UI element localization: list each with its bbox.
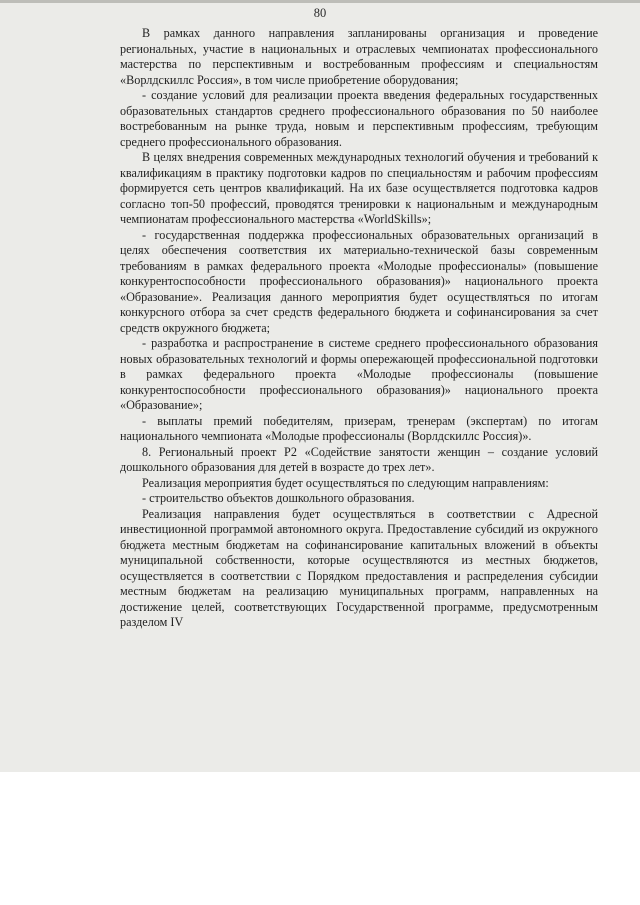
paragraph: В рамках данного направления запланированы организация и проведение региональных, участие в национальных и отраслевых чемпионатах профессионального мастерства по перспективным и востребованным профессиям и специальностям «Ворлдскиллс Россия», в том числе приобретение оборудования;	[120, 26, 598, 87]
paragraph: - государственная поддержка профессиональных образовательных организаций в целях обеспечения соответствия их материально-технической базы современным требованиям в рамках федерального проекта «Молодые профессионалы» (повышение конкурентоспособности профессионального образования)» национального проекта «Образование». Реализация данного мероприятия будет осуществляться по итогам конкурсного отбора за счет средств федерального бюджета и софинансирования за счет средств окружного бюджета;	[120, 227, 598, 335]
page-number: 80	[313, 6, 327, 20]
page-top-edge	[0, 0, 640, 3]
paragraph: - разработка и распространение в системе среднего профессионального образования новых образовательных технологий и формы опережающей профессиональной подготовки в рамках федерального проекта «Молодые профессионалы (повышение конкурентоспособности профессионального образования)» национального проекта «Образование»;	[120, 336, 598, 412]
paragraph: Реализация мероприятия будет осуществляться по следующим направлениям:	[142, 475, 549, 490]
paragraph: - строительство объектов дошкольного образования.	[142, 491, 415, 505]
paragraph: Реализация направления будет осуществляться в соответствии с Адресной инвестиционной программой автономного округа. Предоставление субсидий из окружного бюджета местным бюджетам на софинансирование капитальных вложений в объекты муниципальной собственности, которые осуществляются из местных бюджетов, осуществляется в соответствии с Порядком предоставления и распределения субсидии местным бюджетам на реализацию муниципальных программ, направленных на достижение целей, соответствующих Государственной программе, предусмотренным разделом IV	[120, 506, 598, 629]
document-body	[120, 26, 598, 631]
paragraph: В целях внедрения современных международных технологий обучения и требований к квалификациям в практику подготовки кадров по специальностям и рабочим профессиям формируется сеть центров квалификаций. На их базе осуществляется подготовка кадров согласно топ-50 профессий, проводятся тренировки к национальным и международным чемпионатам профессионального мастерства «WorldSkills»;	[120, 150, 598, 226]
paragraph: 8. Региональный проект Р2 «Содействие занятости женщин – создание условий дошкольного образования для детей в возрасте до трех лет».	[120, 444, 598, 474]
paragraph: - выплаты премий победителям, призерам, тренерам (экспертам) по итогам национального чемпионата «Молодые профессионалы (Ворлдскиллс Россия)».	[120, 413, 598, 443]
paragraph: - создание условий для реализации проекта введения федеральных государственных образовательных стандартов среднего профессионального образования по 50 наиболее востребованным на рынке труда, новым и перспективным профессиям, требующим среднего профессионального образования.	[120, 88, 598, 149]
